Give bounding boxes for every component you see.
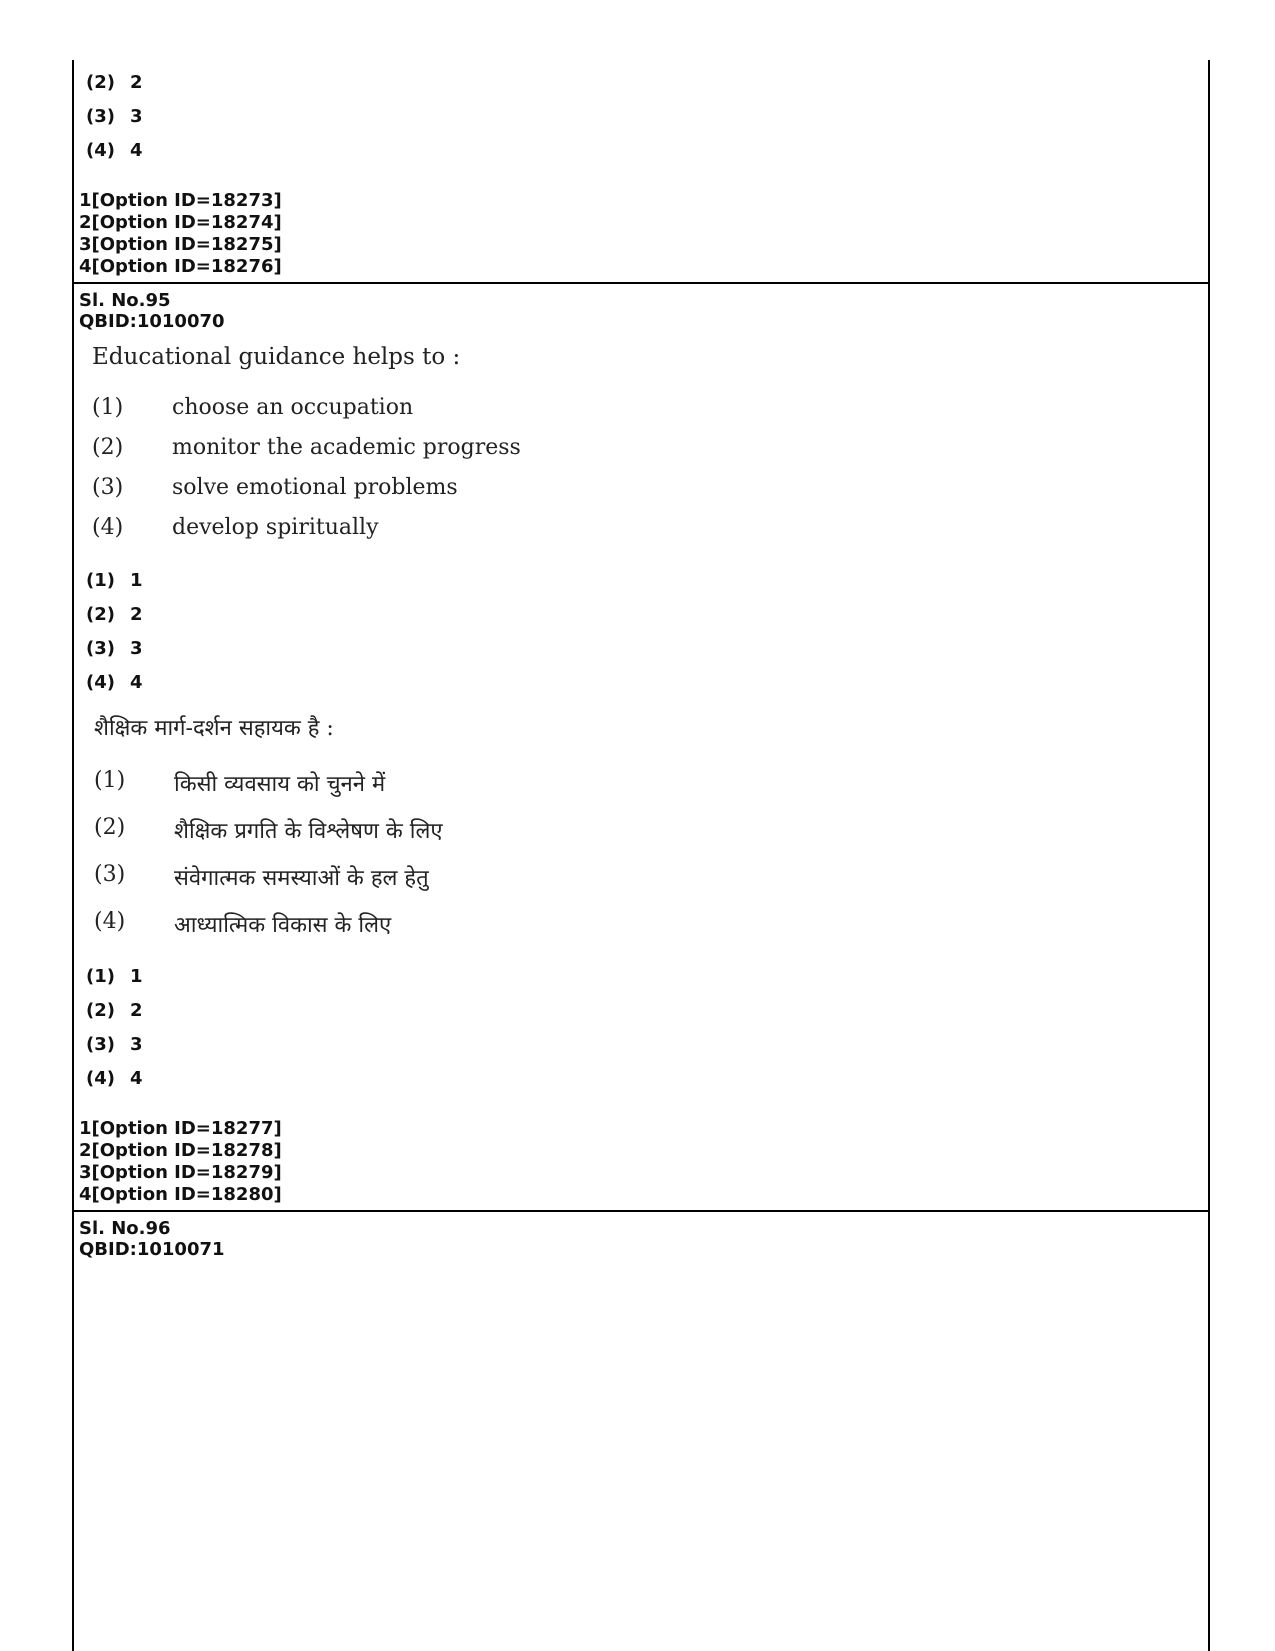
qbid: QBID:1010071: [79, 1239, 225, 1260]
sl-no: Sl. No.96: [79, 1218, 171, 1239]
option-hi-4: (4) 4: [86, 1068, 143, 1089]
option-hi-1: (1) 1: [86, 966, 143, 987]
option-id-line: 1[Option ID=18277]: [79, 1118, 282, 1139]
question-stem-hi: शैक्षिक मार्ग-दर्शन सहायक है :: [94, 716, 334, 741]
prev-option-2: (2) 2: [86, 72, 143, 93]
prev-option-3: (3) 3: [86, 106, 143, 127]
divider: [72, 1210, 1210, 1212]
divider: [72, 282, 1210, 284]
option-en-3: (3) 3: [86, 638, 143, 659]
option-id-line: 2[Option ID=18274]: [79, 212, 282, 233]
prev-option-ids: [79, 190, 282, 278]
option-en-1: (1) 1: [86, 570, 143, 591]
option-id-line: 3[Option ID=18275]: [79, 234, 282, 255]
qbid: QBID:1010070: [79, 311, 225, 332]
page-frame: [72, 60, 1210, 1651]
option-id-line: 2[Option ID=18278]: [79, 1140, 282, 1161]
option-id-line: 1[Option ID=18273]: [79, 190, 282, 211]
option-hi-3: (3) 3: [86, 1034, 143, 1055]
option-hi-2: (2) 2: [86, 1000, 143, 1021]
question-header-95: [79, 290, 225, 332]
q95-option-ids: [79, 1118, 282, 1206]
sl-no: Sl. No.95: [79, 290, 171, 311]
option-id-line: 3[Option ID=18279]: [79, 1162, 282, 1183]
question-header-96: [79, 1218, 225, 1260]
question-stem-en: Educational guidance helps to :: [92, 344, 461, 370]
option-en-4: (4) 4: [86, 672, 143, 693]
option-en-2: (2) 2: [86, 604, 143, 625]
option-id-line: 4[Option ID=18280]: [79, 1184, 282, 1205]
prev-option-4: (4) 4: [86, 140, 143, 161]
option-id-line: 4[Option ID=18276]: [79, 256, 282, 277]
